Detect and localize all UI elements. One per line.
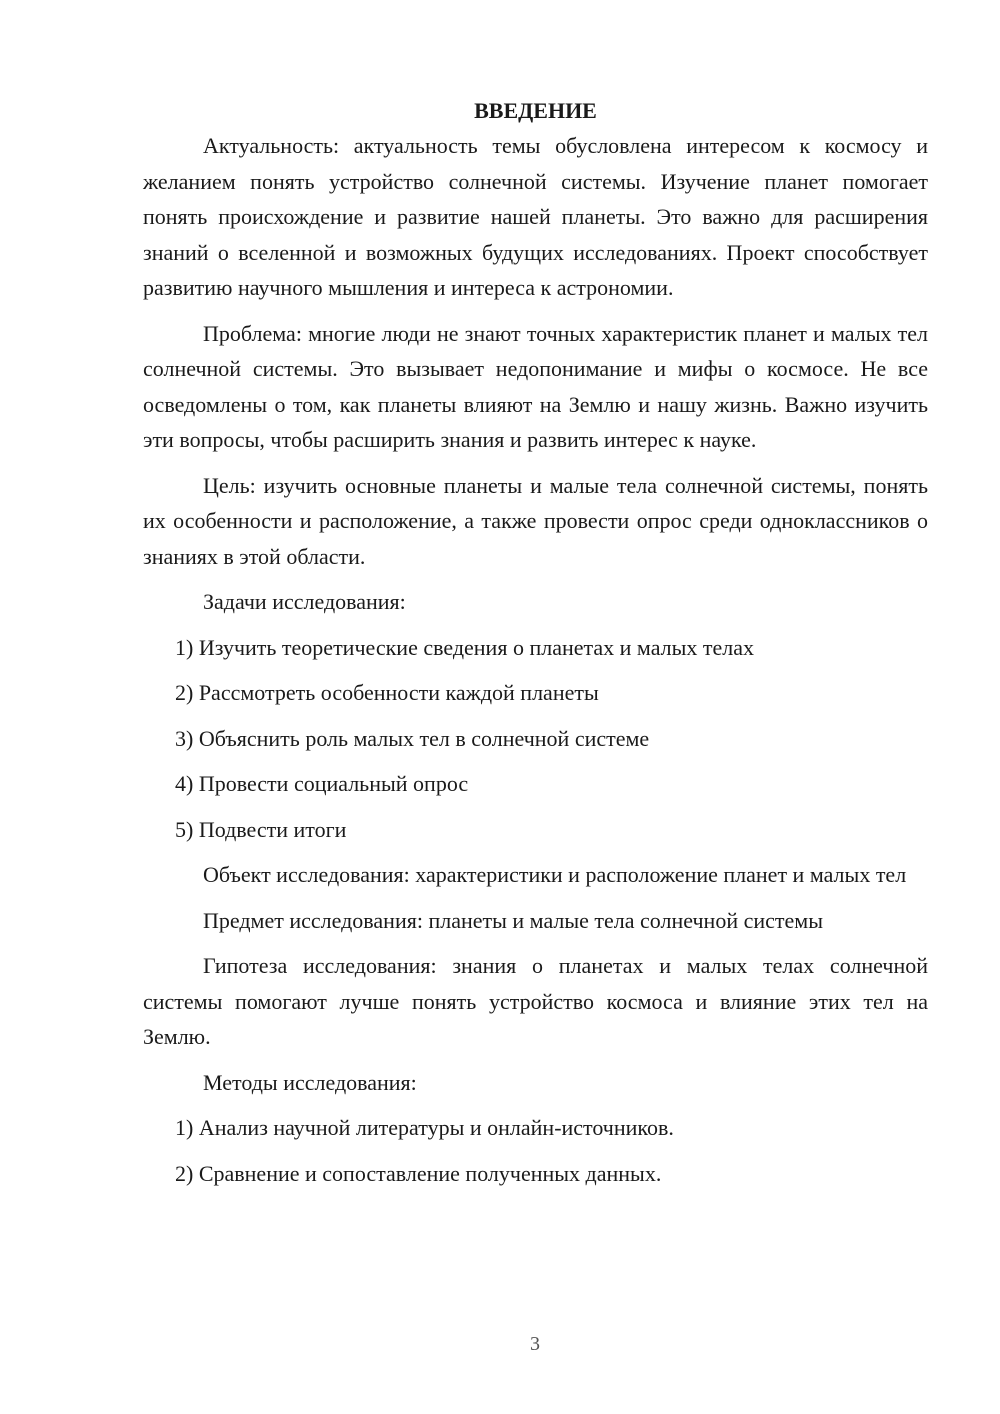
task-item: 1) Изучить теоретические сведения о планетах и малых телах (175, 634, 755, 660)
hypothesis-paragraph: Гипотеза исследования: знания о планетах и малых телах солнечной системы помогают лучше понять устройство космоса и влияние этих тел на Землю. (143, 953, 928, 1049)
page-content (143, 93, 928, 1191)
task-item: 3) Объяснить роль малых тел в солнечной системе (175, 725, 650, 751)
method-item: 2) Сравнение и сопоставление полученных данных. (175, 1160, 662, 1186)
goal-paragraph: Цель: изучить основные планеты и малые тела солнечной системы, понять их особенности и расположение, а также провести опрос среди одноклассников о знаниях в этой области. (143, 472, 928, 569)
subject-paragraph: Предмет исследования: планеты и малые тела солнечной системы (203, 907, 823, 933)
page-title: ВВЕДЕНИЕ (474, 98, 597, 123)
page-number: 3 (530, 1333, 540, 1355)
methods-heading: Методы исследования: (203, 1069, 417, 1095)
object-paragraph: Объект исследования: характеристики и расположение планет и малых тел (203, 862, 907, 887)
problem-paragraph: Проблема: многие люди не знают точных характеристик планет и малых тел солнечной системы. Это вызывает недопонимание и мифы о космосе. Не все осведомлены о том, как планеты влияют на Землю и нашу жизнь. Важно изучить эти вопросы, чтобы расширить знания и развить интерес к науке. (143, 320, 928, 452)
task-item: 4) Провести социальный опрос (175, 771, 469, 796)
relevance-paragraph: Актуальность: актуальность темы обусловлена интересом к космосу и желанием понять устройство солнечной системы. Изучение планет помогает понять происхождение и развитие нашей планеты. Это важно для расширения знаний о вселенной и возможных будущих исследованиях. Проект способствует развитию научного мышления и интереса к астрономии. (143, 133, 928, 300)
task-item: 5) Подвести итоги (175, 816, 347, 842)
task-item: 2) Рассмотреть особенности каждой планеты (175, 680, 599, 705)
tasks-heading: Задачи исследования: (203, 589, 406, 614)
method-item: 1) Анализ научной литературы и онлайн-источников. (175, 1115, 674, 1140)
